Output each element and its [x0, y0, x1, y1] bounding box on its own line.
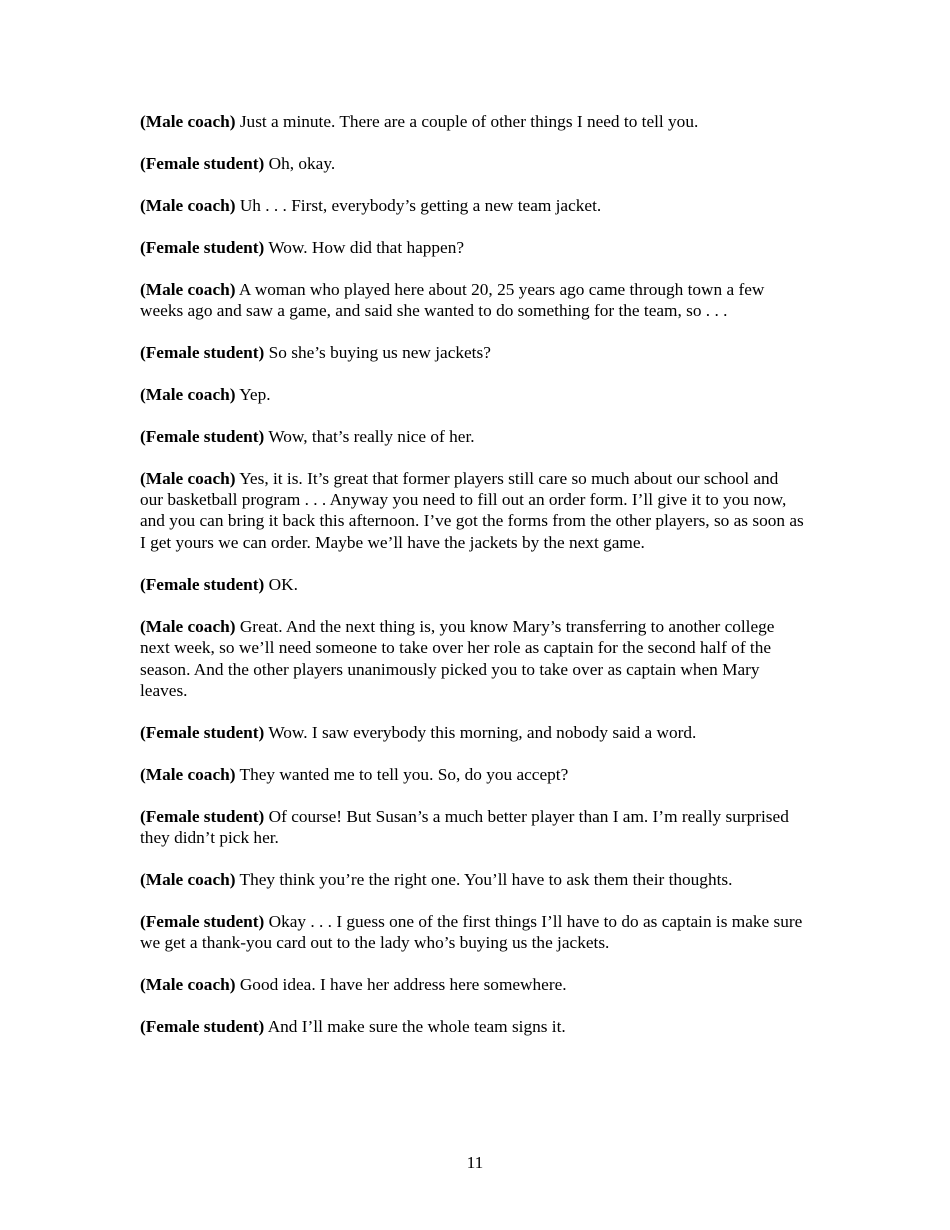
- dialogue-text: Uh . . . First, everybody’s getting a new team jacket.: [239, 195, 602, 215]
- speaker-label: (Male coach): [140, 195, 236, 215]
- speaker-label: (Male coach): [140, 975, 236, 995]
- dialogue-text: Wow. I saw everybody this morning, and nobody said a word.: [268, 722, 697, 742]
- dialogue-text: Oh, okay.: [268, 153, 336, 173]
- page-number: 11: [466, 1153, 484, 1172]
- dialogue-line: [140, 384, 805, 405]
- dialogue-text: Great. And the next thing is, you know Mary’s transferring to another college next week, so we’ll need someone to take over her role as captain for the second half of the season. And the other players unanimously picked you to take over as captain when Mary leaves.: [140, 616, 775, 700]
- dialogue-text: They think you’re the right one. You’ll have to ask them their thoughts.: [239, 869, 733, 889]
- dialogue-line: [140, 869, 805, 890]
- speaker-label: (Male coach): [140, 279, 236, 299]
- dialogue-line: [140, 237, 805, 258]
- dialogue-line: [140, 722, 805, 743]
- dialogue-line: [140, 616, 805, 702]
- dialogue-text: Good idea. I have her address here somewhere.: [239, 975, 567, 995]
- transcript-body: [140, 111, 805, 1058]
- dialogue-text: A woman who played here about 20, 25 years ago came through town a few weeks ago and saw a game, and said she wanted to do something for the team, so . . .: [140, 279, 765, 321]
- dialogue-text: Yes, it is. It’s great that former players still care so much about our school and our basketball program . . . Anyway you need to fill out an order form. I’ll give it to you now, and you can bring it back this afternoon. I’ve got the forms from the other players, so as soon as I get yours we can order. Maybe we’ll have the jackets by the next game.: [140, 468, 804, 552]
- dialogue-text: Of course! But Susan’s a much better player than I am. I’m really surprised they didn’t pick her.: [140, 806, 789, 848]
- dialogue-line: [140, 279, 805, 322]
- speaker-label: (Female student): [140, 153, 265, 173]
- speaker-label: (Male coach): [140, 869, 236, 889]
- dialogue-line: [140, 974, 805, 995]
- dialogue-line: [140, 1016, 805, 1037]
- speaker-label: (Female student): [140, 806, 265, 826]
- dialogue-text: Just a minute. There are a couple of other things I need to tell you.: [239, 112, 699, 131]
- dialogue-text: OK.: [268, 574, 298, 594]
- dialogue-text: So she’s buying us new jackets?: [268, 342, 491, 362]
- speaker-label: (Female student): [140, 722, 265, 742]
- speaker-label: (Male coach): [140, 616, 236, 636]
- dialogue-line: [140, 426, 805, 447]
- speaker-label: (Male coach): [140, 384, 236, 404]
- dialogue-line: [140, 806, 805, 849]
- dialogue-text: Wow, that’s really nice of her.: [268, 426, 475, 446]
- speaker-label: (Male coach): [140, 764, 236, 784]
- dialogue-line: [140, 111, 805, 132]
- speaker-label: (Male coach): [140, 112, 236, 131]
- dialogue-text: They wanted me to tell you. So, do you accept?: [239, 764, 569, 784]
- dialogue-line: [140, 764, 805, 785]
- dialogue-line: [140, 342, 805, 363]
- speaker-label: (Female student): [140, 237, 265, 257]
- dialogue-line: [140, 911, 805, 954]
- speaker-label: (Female student): [140, 574, 265, 594]
- dialogue-text: Okay . . . I guess one of the first things I’ll have to do as captain is make sure we get a thank-you card out to the lady who’s buying us the jackets.: [140, 911, 803, 953]
- speaker-label: (Female student): [140, 1017, 265, 1037]
- dialogue-line: [140, 468, 805, 554]
- dialogue-text: Yep.: [239, 384, 271, 404]
- dialogue-text: And I’ll make sure the whole team signs it.: [267, 1017, 566, 1037]
- dialogue-text: Wow. How did that happen?: [268, 237, 465, 257]
- speaker-label: (Male coach): [140, 468, 236, 488]
- speaker-label: (Female student): [140, 426, 265, 446]
- dialogue-line: [140, 574, 805, 595]
- dialogue-line: [140, 195, 805, 216]
- speaker-label: (Female student): [140, 911, 265, 931]
- speaker-label: (Female student): [140, 342, 265, 362]
- dialogue-line: [140, 153, 805, 174]
